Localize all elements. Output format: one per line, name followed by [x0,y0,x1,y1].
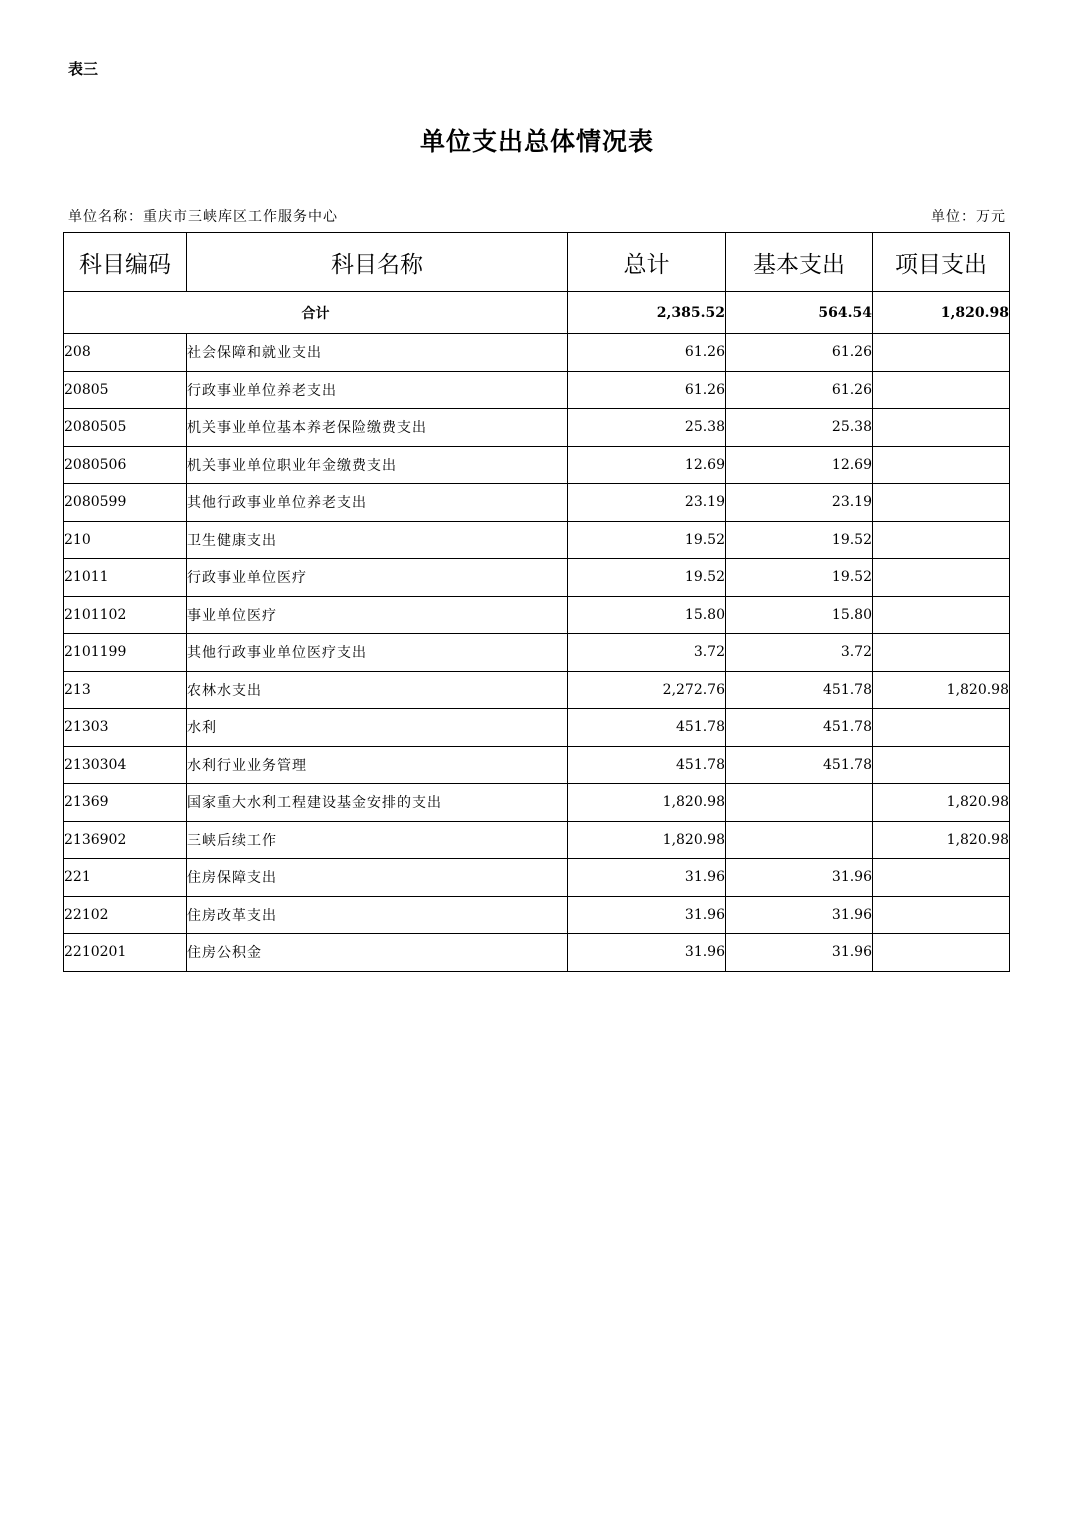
row-code: 21011 [64,559,187,597]
table-row [64,709,1010,747]
table-row [64,671,1010,709]
row-total: 25.38 [568,409,726,447]
table-row [64,859,1010,897]
row-name: 卫生健康支出 [187,521,568,559]
row-basic: 12.69 [726,446,873,484]
row-name: 机关事业单位基本养老保险缴费支出 [187,409,568,447]
row-code: 22102 [64,896,187,934]
row-name: 机关事业单位职业年金缴费支出 [187,446,568,484]
row-code: 213 [64,671,187,709]
row-name: 农林水支出 [187,671,568,709]
row-code: 2136902 [64,821,187,859]
table-row [64,934,1010,972]
row-project [873,746,1010,784]
row-total: 61.26 [568,371,726,409]
row-name: 事业单位医疗 [187,596,568,634]
row-project: 1,820.98 [873,671,1010,709]
row-total: 31.96 [568,934,726,972]
row-code: 2080505 [64,409,187,447]
row-total: 61.26 [568,334,726,372]
row-total: 15.80 [568,596,726,634]
row-code: 2101199 [64,634,187,672]
row-project [873,334,1010,372]
table-row [64,746,1010,784]
row-project [873,896,1010,934]
table-label: 表三 [68,60,99,78]
page-title: 单位支出总体情况表 [419,127,654,156]
row-basic: 3.72 [726,634,873,672]
row-basic: 15.80 [726,596,873,634]
table-row [64,371,1010,409]
row-code: 21303 [64,709,187,747]
row-basic: 23.19 [726,484,873,522]
table-row [64,446,1010,484]
row-basic [726,821,873,859]
table-row [64,559,1010,597]
table-row [64,596,1010,634]
row-total: 31.96 [568,859,726,897]
row-code: 2080599 [64,484,187,522]
row-name: 其他行政事业单位养老支出 [187,484,568,522]
row-total: 1,820.98 [568,821,726,859]
row-name: 水利 [187,709,568,747]
header-code: 科目编码 [64,233,187,292]
row-basic: 31.96 [726,896,873,934]
row-project [873,371,1010,409]
header-project: 项目支出 [873,233,1010,292]
row-name: 社会保障和就业支出 [187,334,568,372]
row-project [873,596,1010,634]
row-code: 2130304 [64,746,187,784]
row-total: 3.72 [568,634,726,672]
unit-label: 单位：万元 [931,209,1006,225]
row-name: 其他行政事业单位医疗支出 [187,634,568,672]
row-project [873,559,1010,597]
row-basic [726,784,873,822]
table-row [64,896,1010,934]
table-row [64,784,1010,822]
total-label: 合计 [64,292,568,334]
table-row [64,821,1010,859]
row-name: 水利行业业务管理 [187,746,568,784]
row-project [873,709,1010,747]
row-project [873,409,1010,447]
row-total: 31.96 [568,896,726,934]
row-project [873,934,1010,972]
row-project [873,859,1010,897]
row-basic: 25.38 [726,409,873,447]
total-row [64,292,1010,334]
row-code: 2080506 [64,446,187,484]
row-project [873,484,1010,522]
row-name: 住房公积金 [187,934,568,972]
row-basic: 19.52 [726,521,873,559]
row-basic: 31.96 [726,934,873,972]
row-code: 210 [64,521,187,559]
table-row [64,409,1010,447]
row-total: 2,272.76 [568,671,726,709]
total-project: 1,820.98 [873,292,1010,334]
row-project [873,634,1010,672]
row-name: 国家重大水利工程建设基金安排的支出 [187,784,568,822]
row-total: 1,820.98 [568,784,726,822]
row-basic: 451.78 [726,709,873,747]
row-basic: 19.52 [726,559,873,597]
row-code: 2210201 [64,934,187,972]
row-total: 19.52 [568,521,726,559]
row-name: 行政事业单位养老支出 [187,371,568,409]
row-basic: 451.78 [726,671,873,709]
row-total: 23.19 [568,484,726,522]
row-code: 2101102 [64,596,187,634]
row-code: 20805 [64,371,187,409]
table-row [64,484,1010,522]
row-basic: 31.96 [726,859,873,897]
row-code: 208 [64,334,187,372]
row-name: 三峡后续工作 [187,821,568,859]
row-basic: 61.26 [726,334,873,372]
total-basic: 564.54 [726,292,873,334]
table-row [64,334,1010,372]
row-total: 12.69 [568,446,726,484]
header-name: 科目名称 [187,233,568,292]
row-code: 221 [64,859,187,897]
table-header-row [64,233,1010,292]
table-row [64,634,1010,672]
row-name: 住房保障支出 [187,859,568,897]
header-basic: 基本支出 [726,233,873,292]
expenditure-table [63,232,1010,972]
row-name: 住房改革支出 [187,896,568,934]
row-project: 1,820.98 [873,821,1010,859]
total-total: 2,385.52 [568,292,726,334]
row-basic: 61.26 [726,371,873,409]
row-code: 21369 [64,784,187,822]
row-project [873,446,1010,484]
row-project [873,521,1010,559]
row-total: 19.52 [568,559,726,597]
row-basic: 451.78 [726,746,873,784]
header-total: 总计 [568,233,726,292]
row-project: 1,820.98 [873,784,1010,822]
table-row [64,521,1010,559]
row-total: 451.78 [568,709,726,747]
unit-name: 单位名称：重庆市三峡库区工作服务中心 [68,209,338,225]
row-total: 451.78 [568,746,726,784]
row-name: 行政事业单位医疗 [187,559,568,597]
